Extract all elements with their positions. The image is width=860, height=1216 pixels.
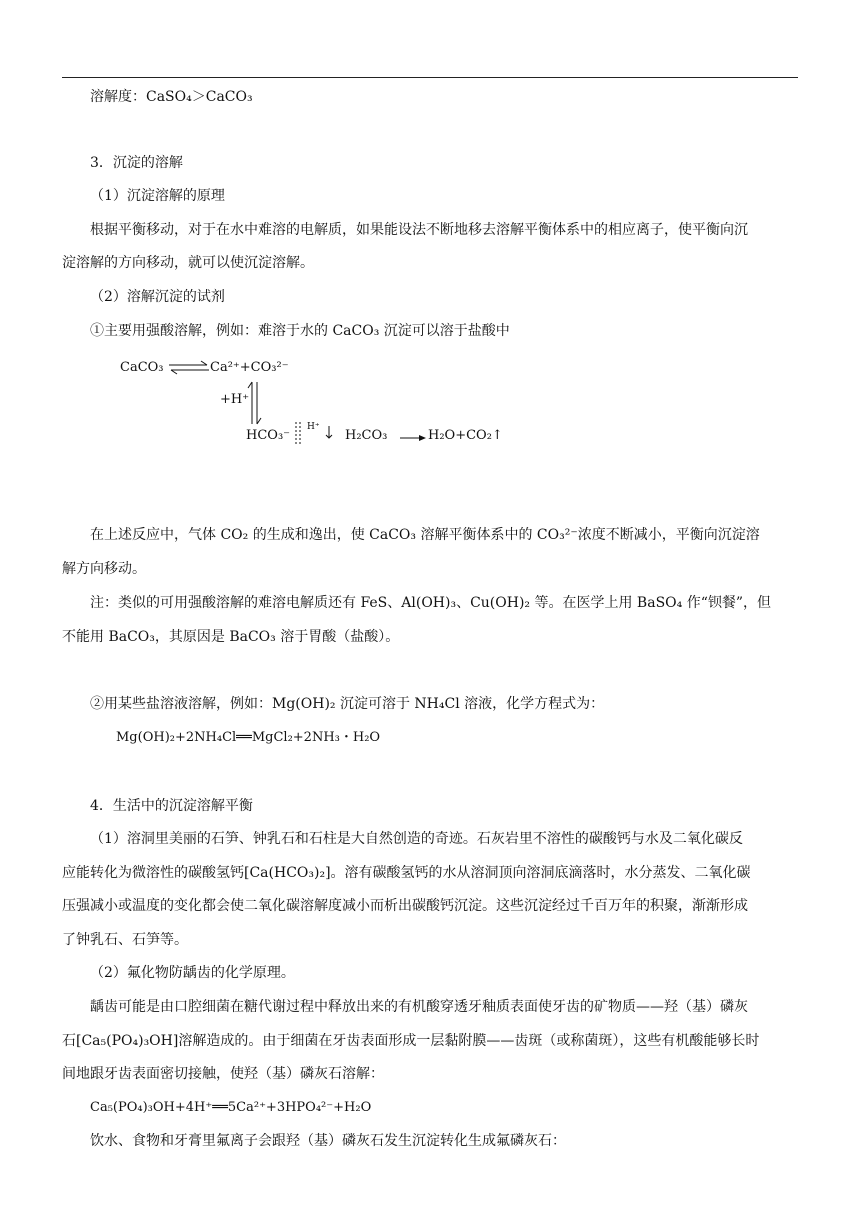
dotted-equilibrium-icon	[292, 420, 304, 446]
paragraph-line: 解方向移动。	[62, 561, 146, 577]
paragraph-line: ①主要用强酸溶解，例如：难溶于水的 CaCO₃ 沉淀可以溶于盐酸中	[90, 323, 510, 339]
subsection-2-heading: （2）溶解沉淀的试剂	[90, 289, 225, 305]
paragraph-line: 龋齿可能是由口腔细菌在糖代谢过程中释放出来的有机酸穿透牙釉质表面使牙齿的矿物质——羟（基）磷灰	[90, 999, 748, 1015]
paragraph-line: 石[Ca₅(PO₄)₃OH]溶解造成的。由于细菌在牙齿表面形成一层黏附膜——齿斑（或称菌斑），这些有机酸能够长时	[62, 1033, 760, 1049]
small-arrow-icon	[324, 424, 334, 440]
forward-arrow-icon	[398, 432, 428, 444]
note-line: 不能用 BaCO₃，其原因是 BaCO₃ 溶于胃酸（盐酸）。	[62, 629, 400, 645]
section-4-heading: 4．生活中的沉淀溶解平衡	[90, 798, 253, 814]
vertical-equilibrium-arrow-icon	[246, 378, 264, 428]
diagram-h2co3: H₂CO₃	[345, 428, 388, 443]
diagram-caco3: CaCO₃	[120, 360, 164, 375]
diagram-plus-h: +H⁺	[220, 392, 250, 407]
paragraph-line: 淀溶解的方向移动，就可以使沉淀溶解。	[62, 255, 314, 271]
diagram-ions: Ca²⁺+CO₃²⁻	[210, 360, 289, 375]
header-rule	[62, 77, 798, 78]
paragraph-line: 饮水、食物和牙膏里氟离子会跟羟（基）磷灰石发生沉淀转化生成氟磷灰石：	[90, 1133, 566, 1149]
paragraph-line: 在上述反应中，气体 CO₂ 的生成和逸出，使 CaCO₃ 溶解平衡体系中的 CO₃²⁻浓度不断减小，平衡向沉淀溶	[90, 527, 760, 543]
equilibrium-arrow-icon	[167, 358, 211, 378]
paragraph-line: 应能转化为微溶性的碳酸氢钙[Ca(HCO₃)₂]。溶有碳酸氢钙的水从溶洞顶向溶洞底滴落时，水分蒸发、二氧化碳	[62, 865, 751, 881]
paragraph-line: 根据平衡移动，对于在水中难溶的电解质，如果能设法不断地移去溶解平衡体系中的相应离子，使平衡向沉	[90, 222, 748, 238]
diagram-h-label: H⁺	[307, 422, 320, 432]
reaction-diagram	[62, 352, 582, 452]
note-line: 注：类似的可用强酸溶解的难溶电解质还有 FeS、Al(OH)₃、Cu(OH)₂ 等。在医学上用 BaSO₄ 作“钡餐”，但	[90, 595, 772, 611]
paragraph-line: 了钟乳石、石笋等。	[62, 932, 188, 948]
paragraph-line: 间地跟牙齿表面密切接触，使羟（基）磷灰石溶解：	[62, 1066, 384, 1082]
section-3-heading: 3．沉淀的溶解	[90, 155, 183, 171]
subsection-2-heading: （2）氟化物防龋齿的化学原理。	[90, 965, 295, 981]
diagram-hco3: HCO₃⁻	[246, 428, 291, 443]
subsection-1-heading: （1）沉淀溶解的原理	[90, 188, 225, 204]
solubility-comparison: 溶解度：CaSO₄＞CaCO₃	[90, 89, 253, 105]
diagram-products: H₂O+CO₂↑	[428, 428, 503, 443]
paragraph-line: 压强减小或温度的变化都会使二氧化碳溶解度减小而析出碳酸钙沉淀。这些沉淀经过千百万年的积聚，渐渐形成	[62, 898, 748, 914]
equation-mgoh2: Mg(OH)₂+2NH₄Cl══MgCl₂+2NH₃・H₂O	[116, 730, 381, 745]
paragraph-line: ②用某些盐溶液溶解，例如：Mg(OH)₂ 沉淀可溶于 NH₄Cl 溶液，化学方程式为：	[90, 696, 605, 712]
equation-hydroxyapatite: Ca₅(PO₄)₃OH+4H⁺══5Ca²⁺+3HPO₄²⁻+H₂O	[90, 1100, 372, 1115]
paragraph-line: （1）溶洞里美丽的石笋、钟乳石和石柱是大自然创造的奇迹。石灰岩里不溶性的碳酸钙与水及二氧化碳反	[90, 831, 743, 847]
